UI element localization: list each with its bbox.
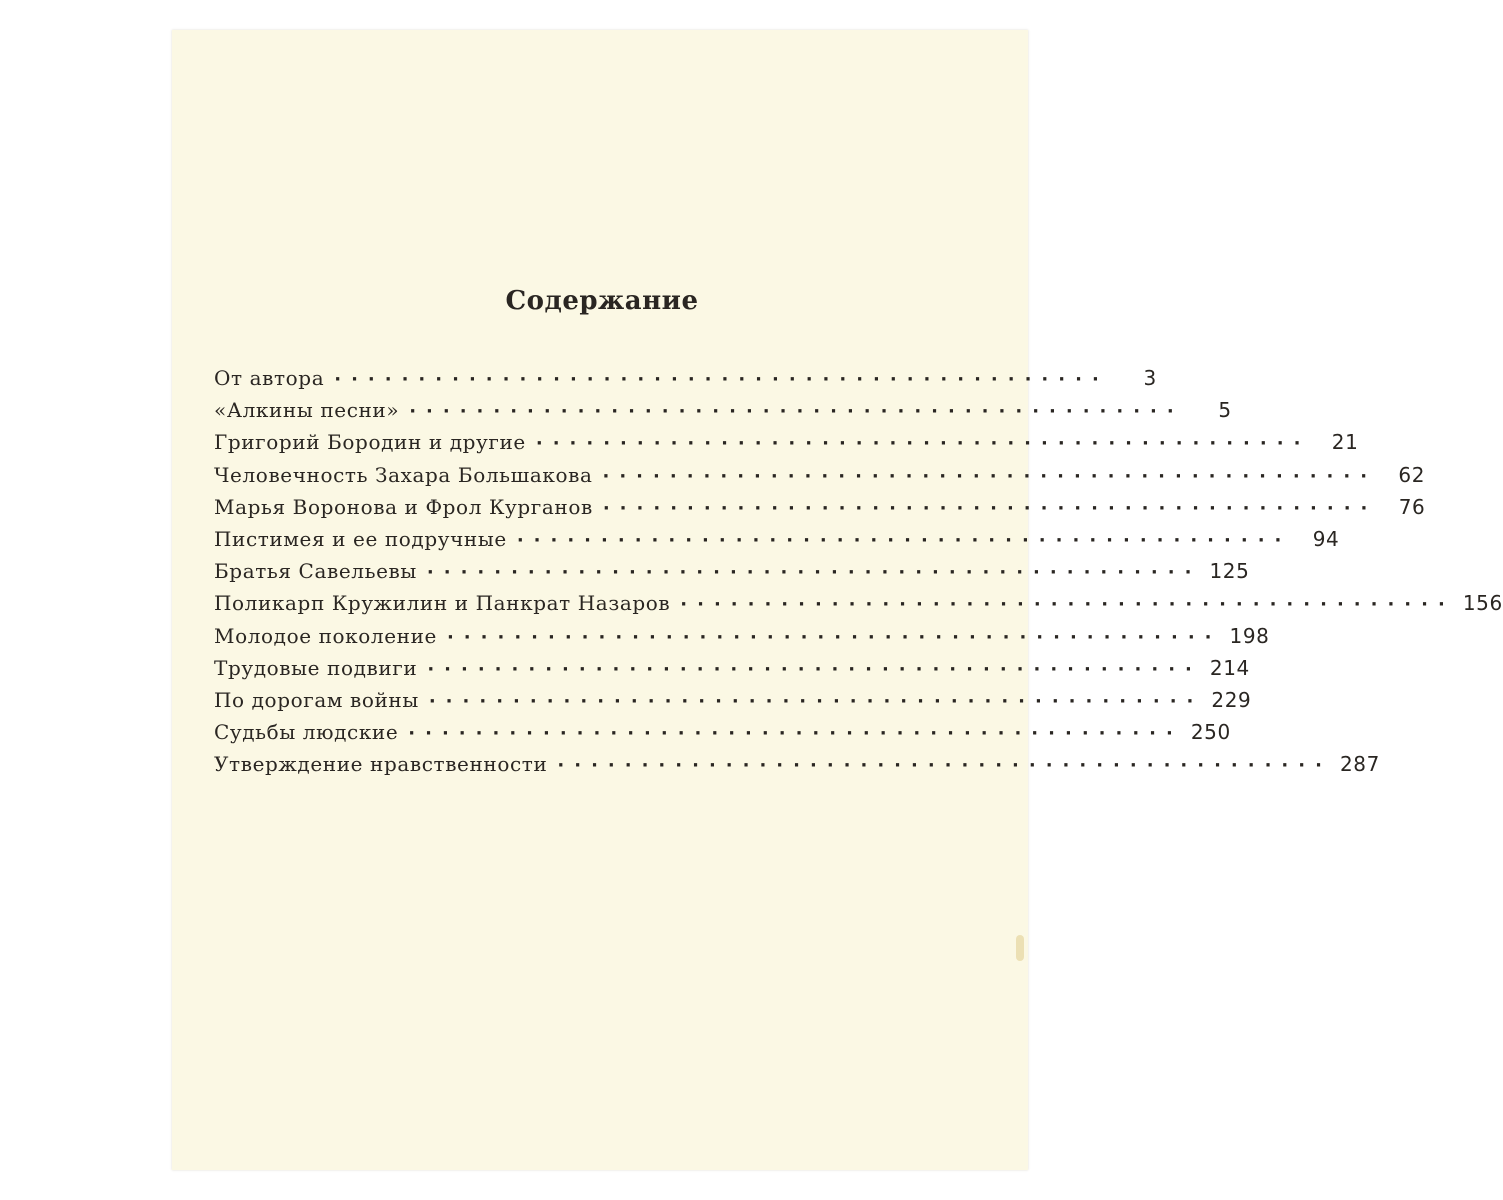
dot-leader: ··············································	[334, 369, 1109, 390]
book-page	[172, 30, 1503, 1170]
toc-entry-page: 21	[1331, 430, 1359, 455]
toc-entry	[214, 687, 1252, 720]
toc-entry-title: Трудовые подвиги	[214, 655, 418, 680]
toc-entry-page: 62	[1398, 462, 1426, 487]
toc-entry-page: 94	[1312, 526, 1340, 551]
toc-entry	[214, 430, 1359, 462]
paper-stain	[1016, 935, 1024, 961]
toc-entry-title: Пистимея и ее подручные	[214, 526, 507, 551]
toc-entry-page: 156	[1462, 591, 1503, 616]
toc-entry-page: 5	[1218, 398, 1232, 423]
toc-entry-title: Григорий Бородин и другие	[214, 430, 526, 455]
toc-entry-page: 287	[1339, 752, 1380, 777]
dot-leader: ··············································	[428, 690, 1204, 712]
dot-leader: ··············································	[557, 755, 1332, 777]
toc-entry	[214, 591, 1503, 623]
dot-leader: ··············································	[680, 594, 1455, 616]
toc-entry	[214, 623, 1270, 656]
dot-leader: ··············································	[446, 626, 1222, 648]
toc-entry	[214, 655, 1250, 688]
dot-leader: ··············································	[602, 497, 1378, 519]
toc-entry-page: 3	[1143, 366, 1157, 390]
dot-leader: ··············································	[516, 529, 1292, 551]
toc-entry-title: Утверждение нравственности	[214, 752, 548, 777]
toc-entry-page: 76	[1398, 494, 1426, 519]
dot-leader: ··············································	[426, 562, 1202, 584]
toc-entry-title: Молодое поколение	[214, 623, 437, 648]
toc-entry-title: Поликарп Кружилин и Панкрат Назаров	[214, 591, 671, 616]
toc-entry-page: 229	[1211, 687, 1252, 712]
toc-entry	[214, 526, 1340, 559]
toc-entry	[214, 720, 1231, 752]
toc-entry-title: Марья Воронова и Фрол Курганов	[214, 494, 593, 519]
toc-entry-title: От автора	[214, 366, 325, 390]
toc-entry	[214, 559, 1250, 591]
toc-entry-title: Судьбы людские	[214, 720, 399, 745]
toc-entry-page: 198	[1229, 623, 1270, 648]
dot-leader: ··············································	[408, 723, 1183, 745]
toc-entry	[214, 462, 1426, 495]
dot-leader: ··············································	[409, 401, 1184, 423]
toc-entry-page: 214	[1209, 655, 1250, 680]
page-title: Содержание	[505, 286, 699, 316]
toc-entry-page: 250	[1190, 720, 1231, 745]
toc-entry	[214, 398, 1232, 430]
toc-entry-title: «Алкины песни»	[214, 398, 400, 423]
toc-entry	[214, 752, 1380, 784]
dot-leader: ··············································	[535, 433, 1311, 455]
table-of-contents	[214, 366, 1503, 784]
toc-entry-title: По дорогам войны	[214, 687, 419, 712]
toc-entry-page: 125	[1209, 559, 1250, 584]
toc-entry	[214, 494, 1426, 527]
toc-entry	[214, 366, 1157, 398]
dot-leader: ··············································	[427, 658, 1202, 680]
toc-entry-title: Братья Савельевы	[214, 559, 417, 584]
dot-leader: ··············································	[602, 465, 1378, 487]
toc-entry-title: Человечность Захара Большакова	[214, 462, 593, 487]
